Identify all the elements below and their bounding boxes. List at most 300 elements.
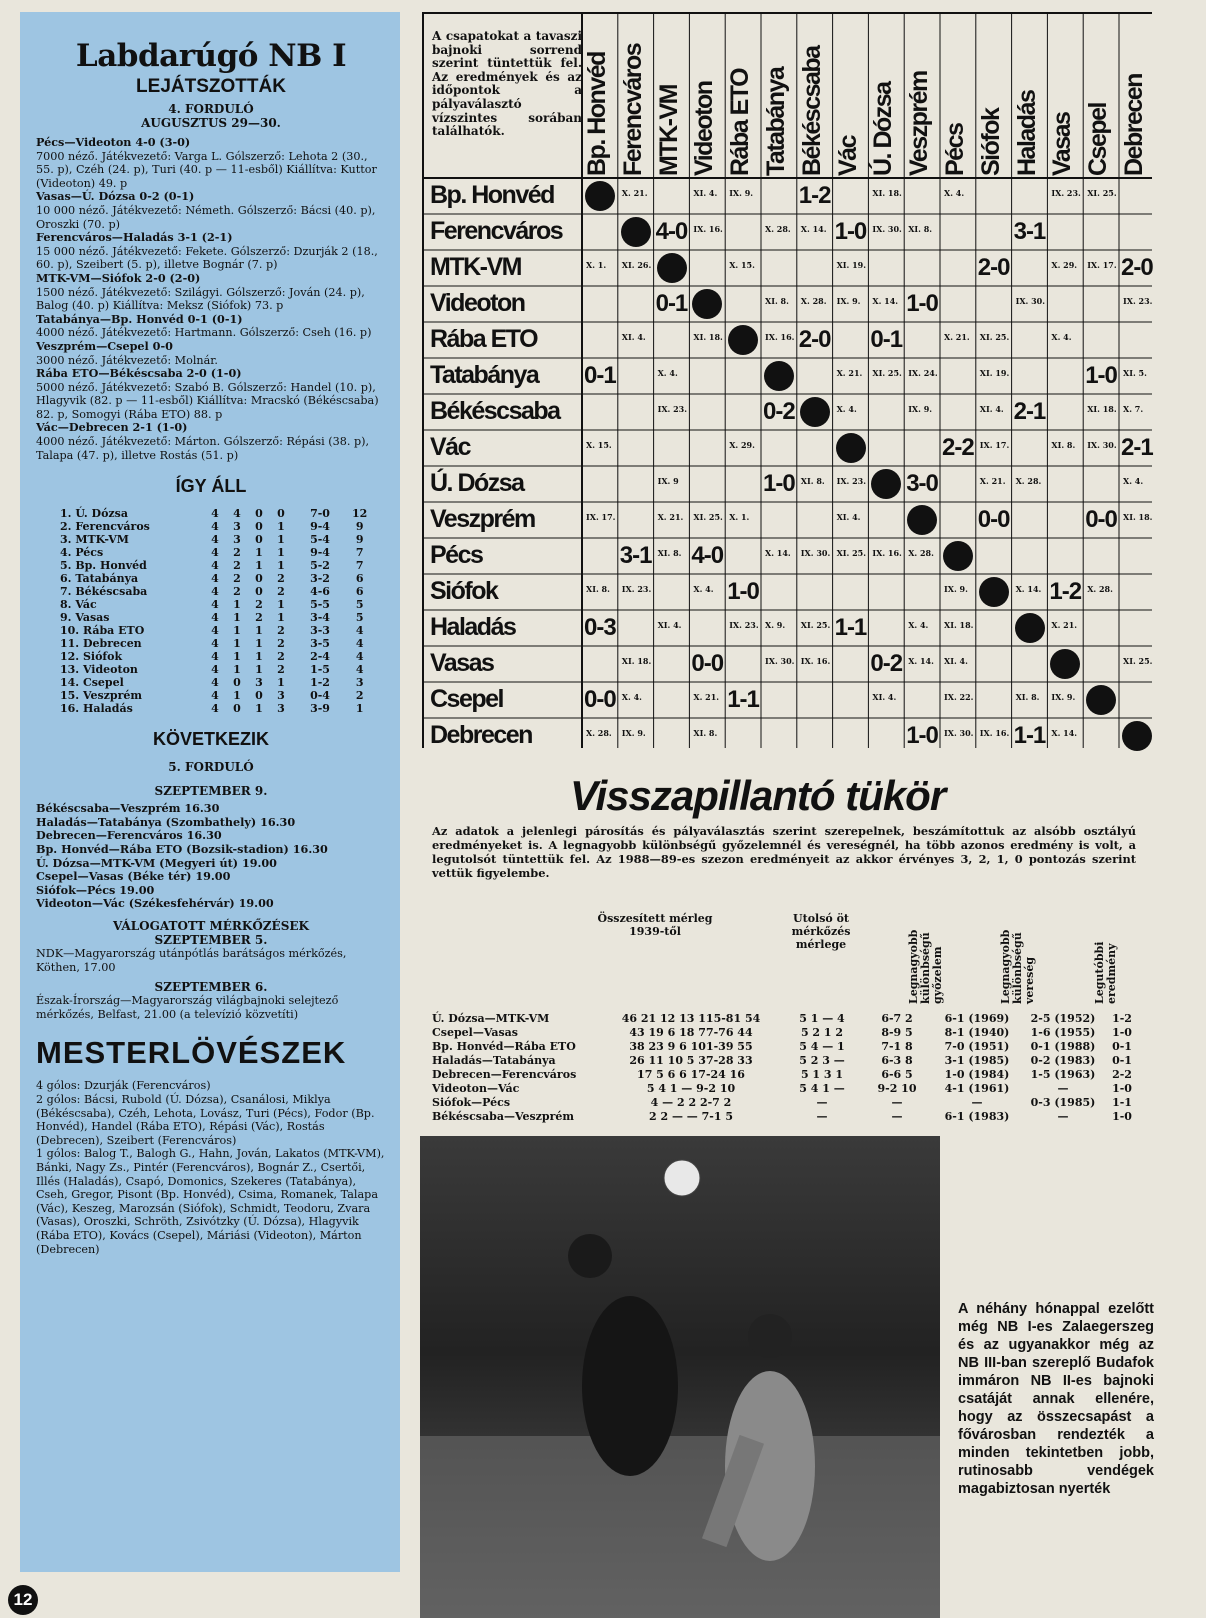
result-cell: 3-1	[1013, 218, 1046, 245]
stat: 1	[277, 546, 285, 560]
national-date-1: SZEPTEMBER 5.	[154, 933, 268, 947]
stat: 1	[277, 533, 285, 547]
column-team-label: Békéscsaba	[797, 46, 826, 176]
stat: 1	[355, 702, 364, 716]
match-detail: 7000 néző. Játékvezető: Varga L. Gólszerző: Lehota 2 (30., 55. p), Czéh (24. p), Turi (40. p — 11-esből) Kiállítva: Kuttor (Videoton) 49. p	[36, 149, 377, 190]
stat: 4	[211, 624, 219, 638]
row-team-header: Vasas	[430, 649, 494, 677]
column-team-label: Vác	[833, 136, 862, 176]
mirror-pair: Debrecen—Ferencváros	[432, 1068, 577, 1081]
diagonal-dot	[657, 253, 687, 283]
mirror-value: 46 21 12 13 115-81 54	[621, 1012, 761, 1025]
date-cell: X. 21.	[693, 692, 720, 702]
stat: 0	[255, 533, 263, 547]
stat: 1	[277, 559, 285, 573]
player-1-silhouette	[582, 1296, 678, 1476]
mirror-head-total: Összesített mérleg 1939-től	[597, 912, 713, 938]
column-team-header	[833, 16, 869, 176]
standings-row	[56, 702, 371, 715]
date-cell: X. 14.	[1051, 728, 1078, 738]
mirror-head-loss-text: Legnagyobb különbségű vereség	[999, 929, 1036, 1004]
standings-row	[56, 546, 371, 559]
stat: 0	[255, 507, 263, 521]
stat: 4	[211, 585, 219, 599]
row-team-header: Vác	[430, 433, 470, 461]
stat: 4	[211, 598, 219, 612]
match-report	[36, 136, 386, 190]
mirror-value: 5 4 1 —	[799, 1082, 845, 1095]
diagonal-dot	[907, 505, 937, 535]
column-team-header	[761, 16, 797, 176]
date-cell: XI. 4.	[979, 404, 1004, 414]
stat: 1	[233, 611, 241, 625]
round-label: 4. FORDULÓ	[168, 102, 254, 116]
match-detail: 4000 néző. Játékvezető: Hartmann. Gólszerző: Cseh (16. p)	[36, 326, 372, 340]
date-cell: XI. 25.	[836, 548, 867, 558]
stat: 1	[255, 702, 263, 716]
stat: 2	[277, 624, 285, 638]
date-cell: X. 28.	[1015, 476, 1042, 486]
mirror-head-last	[1093, 884, 1122, 1004]
column-team-label: Videoton	[690, 81, 719, 176]
column-team-header	[1012, 16, 1048, 176]
mirror-value: 6-1 (1969)	[944, 1012, 1010, 1025]
date-cell: XI. 25.	[872, 368, 902, 378]
date-cell: X. 21.	[621, 188, 648, 198]
national-heading: VÁLOGATOTT MÉRKŐZÉSEK	[113, 919, 309, 933]
mirror-pair: Bp. Honvéd—Rába ETO	[432, 1040, 576, 1053]
mirror-value: 6-3 8	[881, 1054, 913, 1067]
date-cell: XI. 18.	[1087, 404, 1117, 414]
date-cell: X. 15.	[729, 260, 755, 270]
diagonal-dot	[728, 325, 758, 355]
standings-row	[56, 520, 371, 533]
date-cell: IX. 30.	[1015, 296, 1046, 306]
date-cell: X. 14.	[1015, 584, 1042, 594]
ball-icon	[664, 1160, 700, 1196]
stat: 3-2	[310, 572, 330, 586]
date-cell: X. 4.	[693, 584, 714, 594]
stat: 7	[355, 559, 364, 573]
match-detail: 1500 néző. Játékvezető: Szilágyi. Gólszerző: Jován (24. p), Balog (40. p) Kiállítva: Meksz (Siófok) 73. p	[36, 285, 365, 313]
team-name: 10. Rába ETO	[60, 624, 145, 638]
date-cell: X. 1.	[729, 512, 750, 522]
standings-row	[56, 676, 371, 689]
team-name: 14. Csepel	[60, 676, 124, 690]
match-head: Ferencváros—Haladás 3-1 (2-1)	[36, 230, 233, 245]
stat: 5-2	[310, 559, 330, 573]
match-report	[36, 421, 386, 462]
diagonal-dot	[836, 433, 866, 463]
stat: 2	[233, 585, 241, 599]
column-team-header	[618, 16, 654, 176]
date-cell: XI. 19.	[836, 260, 867, 270]
mirror-value: 0-3 (1985)	[1030, 1096, 1096, 1109]
row-team-header: Pécs	[430, 541, 483, 569]
stat: 5	[355, 598, 364, 612]
date-cell: IX. 9	[657, 476, 679, 486]
date-cell: XI. 8.	[693, 728, 718, 738]
stat: 9	[355, 533, 364, 547]
scorers-list	[36, 1079, 386, 1256]
mirror-value: —	[971, 1096, 983, 1109]
mirror-value: 6-1 (1983)	[944, 1110, 1010, 1123]
stat: 1	[255, 624, 263, 638]
date-cell: X. 4.	[944, 188, 965, 198]
mirror-value: 5 1 3 1	[800, 1068, 844, 1081]
stat: 0-4	[310, 689, 330, 703]
stat: 4-6	[310, 585, 330, 599]
result-cell: 4-0	[655, 218, 688, 245]
standings-row	[56, 650, 371, 663]
team-name: 15. Veszprém	[60, 689, 143, 703]
result-cell: 0-1	[655, 290, 688, 317]
diagonal-dot	[764, 361, 794, 391]
stat: 1	[277, 611, 285, 625]
date-cell: IX. 23.	[621, 584, 652, 594]
date-cell: XI. 26.	[621, 260, 652, 270]
team-name: 1. Ú. Dózsa	[60, 507, 128, 521]
stat: 4	[355, 637, 364, 651]
row-team-header: Haladás	[430, 613, 516, 641]
mirror-value: 0-1	[1112, 1040, 1132, 1053]
mirror-value: 38 23 9 6 101-39 55	[629, 1040, 753, 1053]
mirror-intro: Az adatok a jelenlegi párosítás és pályaválasztás szerint szerepelnek, beszámítottuk az alsóbb osztályú eredményeket is. A legnagyobb különbségű győzelemnél és vereségnél, ha több azonos eredmény is volt, a legutolsót tüntettük fel. Az 1988—89-es szezon eredményeit az akkor érvényes 3, 2, 1, 0 pontozás szerint vettük figyelembe.	[432, 824, 1136, 880]
column-team-header	[797, 16, 833, 176]
column-team-label: Tatabánya	[762, 67, 790, 176]
fixture: Haladás—Tatabánya (Szombathely) 16.30	[36, 814, 296, 829]
stat: 4	[355, 663, 364, 677]
date-cell: XI. 8.	[908, 224, 933, 234]
date-cell: XI. 4.	[621, 332, 646, 342]
mirror-head-last-text: Legutóbbi eredmény	[1093, 941, 1118, 1004]
team-name: 6. Tatabánya	[60, 572, 139, 586]
date-cell: IX. 16.	[765, 332, 795, 342]
mirror-value: —	[1057, 1110, 1069, 1123]
date-cell: XI. 4.	[944, 656, 968, 666]
column-team-label: Bp. Honvéd	[583, 52, 611, 176]
date-cell: IX. 16.	[693, 224, 723, 234]
column-team-label: Vasas	[1048, 112, 1077, 176]
date-cell: IX. 9.	[908, 404, 933, 414]
mirror-value: 4-1 (1961)	[944, 1082, 1010, 1095]
match-photo	[420, 1136, 940, 1618]
date-cell: IX. 30.	[765, 656, 795, 666]
stat: 4	[211, 637, 219, 651]
result-cell: 0-2	[870, 650, 903, 677]
date-cell: X. 7.	[1123, 404, 1144, 414]
date-cell: XI. 18.	[944, 620, 974, 630]
standings-row	[56, 559, 371, 572]
date-cell: X. 4.	[621, 692, 642, 702]
result-cell: 1-0	[1085, 362, 1117, 389]
mirror-pair: Csepel—Vasas	[432, 1026, 518, 1039]
fixture: Videoton—Vác (Székesfehérvár) 19.00	[36, 896, 274, 911]
mirror-value: 1-5 (1963)	[1030, 1068, 1096, 1081]
stat: 2	[355, 689, 364, 703]
match-head: Vasas—Ú. Dózsa 0-2 (0-1)	[36, 189, 195, 204]
stat: 4	[233, 507, 241, 521]
column-team-header	[725, 16, 761, 176]
result-cell: 0-1	[584, 362, 616, 389]
league-title: Labdarúgó NB I	[75, 38, 347, 74]
team-name: 5. Bp. Honvéd	[60, 559, 147, 573]
row-team-header: Békéscsaba	[430, 397, 560, 425]
standings-row	[56, 507, 371, 520]
team-name: 9. Vasas	[60, 611, 110, 625]
national-text-1: NDK—Magyarország utánpótlás barátságos mérkőzés, Köthen, 17.00	[36, 947, 347, 974]
mirror-value: 5 4 — 1	[799, 1040, 845, 1053]
mirror-table	[432, 1012, 1142, 1124]
stat: 0	[233, 702, 241, 716]
date-cell: IX. 17.	[586, 512, 616, 522]
stat: 2	[277, 663, 285, 677]
diagonal-dot	[979, 577, 1009, 607]
stat: 9-4	[310, 520, 330, 534]
stat: 7-0	[310, 507, 330, 521]
stat: 4	[211, 689, 219, 703]
mirror-value: 5 1 — 4	[799, 1012, 845, 1025]
mirror-pair: Videoton—Vác	[432, 1082, 520, 1095]
column-team-label: Veszprém	[905, 71, 934, 176]
stat: 4	[211, 663, 219, 677]
stat: 9-4	[310, 546, 330, 560]
mirror-head-loss	[999, 884, 1040, 1004]
mirror-value: —	[1057, 1082, 1069, 1095]
result-cell: 0-0	[977, 506, 1010, 533]
results-panel	[20, 12, 400, 1572]
date-cell: X. 29.	[1051, 260, 1078, 270]
result-cell: 3-0	[906, 470, 938, 497]
match-detail: 10 000 néző. Játékvezető: Németh. Gólszerző: Bácsi (40. p), Oroszki (70. p)	[36, 203, 376, 231]
stat: 5-5	[310, 598, 330, 612]
mirror-value: 1-2	[1112, 1012, 1132, 1025]
match-report	[36, 272, 386, 313]
row-team-header: Ú. Dózsa	[430, 469, 524, 497]
date-cell: XI. 4.	[872, 692, 897, 702]
date-cell: IX. 23.	[657, 404, 688, 414]
date-cell: IX. 23.	[836, 476, 867, 486]
mirror-value: 8-1 (1940)	[944, 1026, 1010, 1039]
mirror-value: 9-2 10	[877, 1082, 917, 1095]
stat: 3	[233, 533, 241, 547]
mirror-value: 2-2	[1112, 1068, 1132, 1081]
stat: 2	[233, 572, 241, 586]
mirror-row	[432, 1054, 1142, 1068]
row-team-header: Tatabánya	[430, 361, 539, 389]
result-cell: 1-1	[1013, 722, 1046, 749]
diagonal-dot	[585, 181, 615, 211]
stat: 9	[355, 520, 364, 534]
row-team-header: Siófok	[430, 577, 498, 605]
mirror-head-last5: Utolsó öt mérkőzés mérlege	[791, 912, 851, 951]
date-cell: X. 15.	[586, 440, 612, 450]
date-cell: XI. 5.	[1123, 368, 1147, 378]
date-cell: XI. 18.	[872, 188, 902, 198]
stat: 0	[255, 585, 263, 599]
result-cell: 1-0	[906, 290, 938, 317]
result-cell: 0-0	[691, 650, 724, 677]
scorer-group: 2 gólos: Bácsi, Rubold (Ú. Dózsa), Csanálosi, Miklya (Békéscsaba), Czéh, Lehota, Lovász, Turi (Pécs), Fodor (Bp. Honvéd), Handel (Rába ETO), Répási (Vác), Rostás (Debrecen), Szeibert (Ferencváros)	[36, 1092, 375, 1147]
column-team-header	[868, 16, 904, 176]
match-head: Rába ETO—Békéscsaba 2-0 (1-0)	[36, 366, 242, 381]
standings-heading: ÍGY ÁLL	[175, 476, 247, 497]
date-cell: IX. 16.	[979, 728, 1010, 738]
standings-row	[56, 689, 371, 702]
date-cell: X. 21.	[944, 332, 970, 342]
mirror-value: 17 5 6 6 17-24 16	[637, 1068, 745, 1081]
match-report	[36, 313, 386, 340]
standings-row	[56, 637, 371, 650]
stat: 1	[277, 598, 285, 612]
photo-caption: A néhány hónappal ezelőtt még NB I-es Zalaegerszeg és az ugyanakkor még az NB III-ban szereplő Budafok immáron NB II-es bajnoki csatáját annak ellenére, hogy az összecsapást a fővárosban rendezték a minden tekintetben jobb, rutinosabb vendégek magabiztosan nyerték	[958, 1301, 1154, 1497]
result-cell: 2-0	[1121, 254, 1153, 281]
stat: 1	[277, 520, 285, 534]
row-team-header: MTK-VM	[430, 253, 521, 281]
fixture: Békéscsaba—Veszprém 16.30	[36, 801, 220, 816]
stat: 4	[355, 624, 364, 638]
result-cell: 2-0	[977, 254, 1010, 281]
result-cell: 3-1	[619, 542, 652, 569]
team-name: 3. MTK-VM	[60, 533, 129, 547]
date-cell: IX. 9.	[1051, 692, 1076, 702]
date-cell: IX. 17.	[979, 440, 1010, 450]
stat: 4	[211, 702, 219, 716]
date-cell: IX. 16.	[800, 656, 831, 666]
match-detail: 5000 néző. Játékvezető: Szabó B. Gólszerző: Handel (10. p), Hlagyvik (82. p — 11-esből) Kiállítva: Mracskó (Békéscsaba) 82. p, Somogyi (Rába ETO) 88. p	[36, 380, 379, 421]
stat: 1	[233, 598, 241, 612]
date-cell: IX. 30.	[944, 728, 974, 738]
standings-row	[56, 624, 371, 637]
played-heading: LEJÁTSZOTTÁK	[136, 76, 286, 97]
mirror-value: 7-0 (1951)	[944, 1040, 1010, 1053]
fixture: Ú. Dózsa—MTK-VM (Megyeri út) 19.00	[36, 855, 277, 870]
mirror-value: 5 2 1 2	[800, 1026, 844, 1039]
date-cell: XI. 25.	[1087, 188, 1117, 198]
date-cell: IX. 30.	[800, 548, 831, 558]
scorer-group: 4 gólos: Dzurják (Ferencváros)	[36, 1079, 211, 1093]
stat: 2-4	[310, 650, 330, 664]
round-date: AUGUSZTUS 29—30.	[141, 116, 281, 130]
date-cell: X. 4.	[836, 404, 857, 414]
column-team-header	[582, 16, 618, 176]
match-detail: 15 000 néző. Játékvezető: Fekete. Gólszerző: Dzurják 2 (18., 60. p), Szeibert (5. p), illetve Bognár (7. p)	[36, 244, 378, 272]
next-date: SZEPTEMBER 9.	[154, 784, 268, 799]
match-head: MTK-VM—Siófok 2-0 (2-0)	[36, 270, 201, 285]
mirror-row	[432, 1110, 1142, 1124]
match-head: Tatabánya—Bp. Honvéd 0-1 (0-1)	[36, 311, 243, 326]
column-team-header	[1119, 16, 1155, 176]
mirror-value: 7-1 8	[881, 1040, 913, 1053]
mirror-value: 1-0	[1112, 1082, 1132, 1095]
result-cell: 0-2	[763, 398, 795, 425]
stat: 1	[233, 663, 241, 677]
date-cell: XI. 18.	[1123, 512, 1153, 522]
date-cell: XI. 4.	[693, 188, 718, 198]
result-cell: 2-1	[1013, 398, 1046, 425]
date-cell: IX. 9.	[836, 296, 861, 306]
team-name: 2. Ferencváros	[60, 520, 150, 534]
page-number: 12	[8, 1585, 38, 1615]
mirror-value: 6-7 2	[881, 1012, 913, 1025]
stat: 2	[255, 598, 263, 612]
stat: 4	[211, 572, 219, 586]
fixture: Bp. Honvéd—Rába ETO (Bozsik-stadion) 16.30	[36, 842, 328, 857]
date-cell: X. 9.	[765, 620, 786, 630]
mirror-row	[432, 1012, 1142, 1026]
result-cell: 0-0	[584, 686, 616, 713]
mirror-value: 1-0	[1112, 1110, 1132, 1123]
stat: 0	[255, 520, 263, 534]
standings-row	[56, 611, 371, 624]
date-cell: X. 14.	[765, 548, 791, 558]
date-cell: XI. 25.	[693, 512, 723, 522]
mirror-value: —	[891, 1110, 903, 1123]
column-team-label: Pécs	[941, 123, 969, 176]
team-name: 13. Videoton	[60, 663, 138, 677]
column-team-header	[904, 16, 940, 176]
team-name: 7. Békéscsaba	[60, 585, 148, 599]
mirror-value: 1-6 (1955)	[1030, 1026, 1096, 1039]
date-cell: X. 4.	[657, 368, 678, 378]
match-detail: 4000 néző. Játékvezető: Márton. Gólszerző: Répási (38. p), Talapa (47. p), illetve Rostás (51. p)	[36, 435, 370, 462]
date-cell: IX. 30.	[872, 224, 902, 234]
standings-row	[56, 598, 371, 611]
stat: 4	[211, 507, 219, 521]
diagonal-dot	[1086, 685, 1116, 715]
column-team-label: Haladás	[1012, 90, 1041, 176]
column-team-label: Siófok	[976, 108, 1005, 176]
column-team-label: Ú. Dózsa	[869, 82, 898, 176]
column-team-label: Ferencváros	[618, 43, 647, 176]
diagonal-dot	[621, 217, 651, 247]
scorers-heading: MESTERLÖVÉSZEK	[36, 1035, 347, 1071]
mirror-value: 2 2 — — 7-1 5	[649, 1110, 733, 1123]
date-cell: IX. 9.	[621, 728, 646, 738]
mirror-value: 6-6 5	[881, 1068, 913, 1081]
mirror-head-win	[907, 884, 948, 1004]
result-cell: 2-0	[798, 326, 831, 353]
date-cell: X. 4.	[1051, 332, 1072, 342]
stat: 0	[277, 507, 285, 521]
mirror-value: 5 2 3 —	[799, 1054, 845, 1067]
column-team-header	[689, 16, 725, 176]
date-cell: X. 14.	[872, 296, 899, 306]
date-cell: IX. 23.	[729, 620, 759, 630]
date-cell: XI. 25.	[1123, 656, 1153, 666]
date-cell: IX. 17.	[1087, 260, 1117, 270]
standings-row	[56, 663, 371, 676]
mirror-row	[432, 1040, 1142, 1054]
mirror-value: 2-5 (1952)	[1030, 1012, 1096, 1025]
result-cell: 1-0	[727, 578, 759, 605]
row-team-header: Ferencváros	[430, 217, 563, 245]
match-head: Pécs—Videoton 4-0 (3-0)	[36, 135, 191, 149]
stat: 1	[255, 663, 263, 677]
date-cell: X. 21.	[1051, 620, 1078, 630]
stat: 4	[211, 533, 219, 547]
stat: 4	[355, 650, 364, 664]
stat: 1	[233, 689, 241, 703]
date-cell: X. 28.	[908, 548, 934, 558]
match-report	[36, 231, 386, 272]
mirror-row	[432, 1082, 1142, 1096]
date-cell: X. 4.	[1123, 476, 1144, 486]
date-cell: X. 21.	[979, 476, 1006, 486]
date-cell: XI. 18.	[621, 656, 652, 666]
next-heading: KÖVETKEZIK	[152, 729, 269, 750]
row-team-header: Rába ETO	[430, 325, 538, 353]
